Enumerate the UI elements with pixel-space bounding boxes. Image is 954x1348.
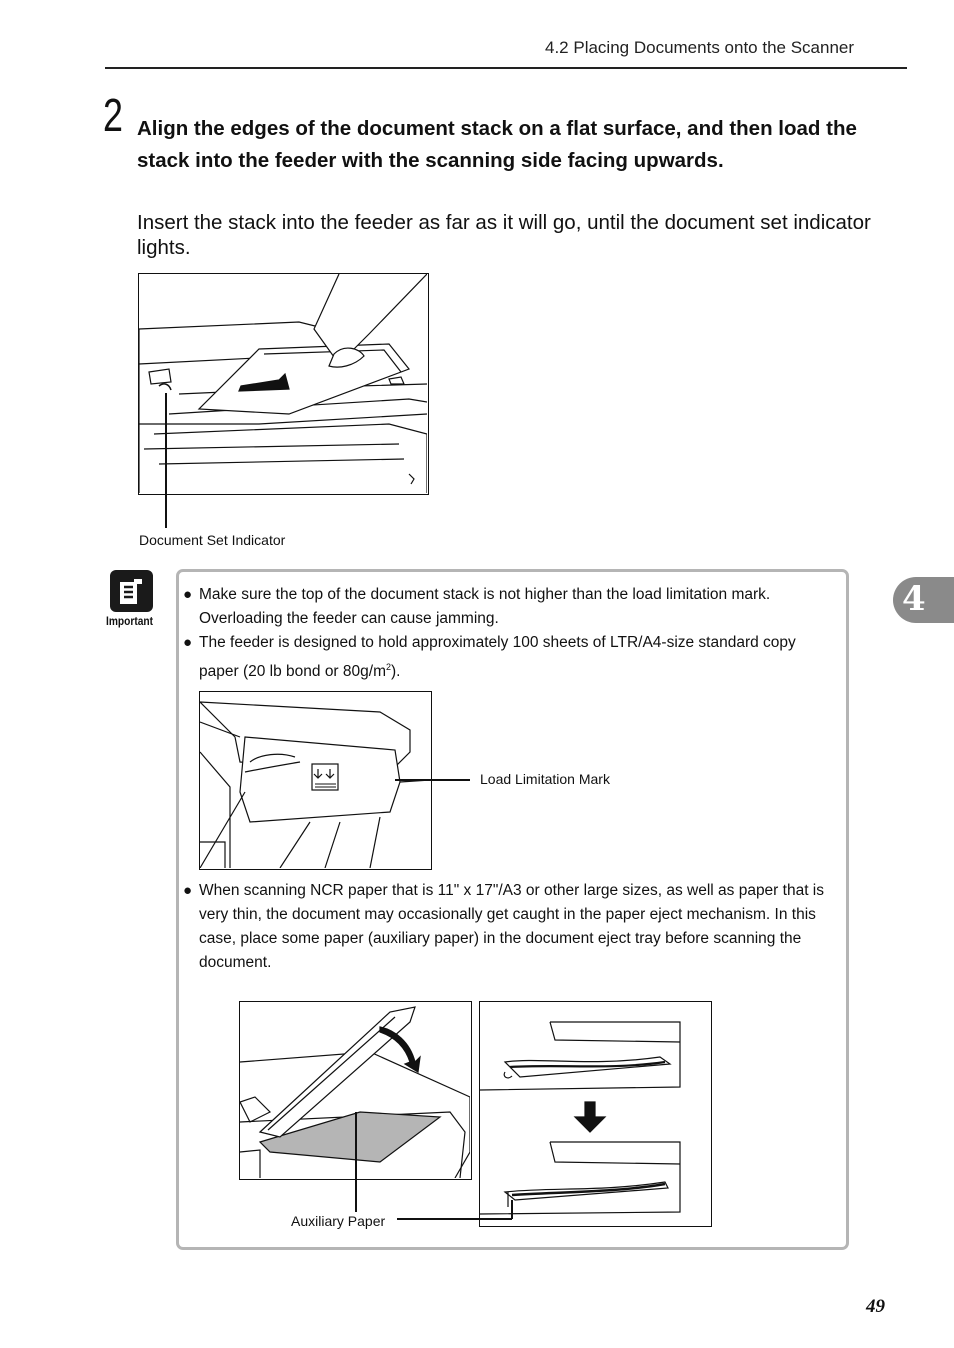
superscript: 2 (385, 662, 391, 672)
auxiliary-paper-label: Auxiliary Paper (291, 1213, 386, 1229)
important-bullet-3 (183, 879, 839, 975)
bullet-2-end: ). (391, 663, 401, 681)
bullet-dot-icon: ● (183, 882, 193, 899)
important-label: Important (106, 614, 154, 628)
important-bullet-2 (183, 631, 839, 684)
step-body: Insert the stack into the feeder as far as it will go, until the document set indicator lights. (137, 211, 871, 259)
important-hand-icon (110, 570, 153, 612)
aux-leader-vertical-right (511, 1200, 513, 1219)
chapter-tab (893, 577, 954, 623)
aux-leader-vertical-left (355, 1112, 357, 1212)
document-set-indicator-label: Document Set Indicator (139, 532, 286, 548)
aux-leader-horizontal (397, 1218, 512, 1220)
important-bullet-1 (183, 583, 839, 631)
eject-tray-sideview-figure (479, 1001, 712, 1227)
scanner-feeder-figure (138, 273, 429, 495)
header-rule (105, 67, 907, 69)
bullet-1-text: Make sure the top of the document stack is not higher than the load limitation mark. Overloading the feeder can cause jamming. (199, 586, 771, 627)
step-heading: Align the edges of the document stack on a flat surface, and then load the stack into the feeder with the scanning side facing upwards. (137, 117, 857, 172)
step-number: 2 (103, 89, 123, 141)
bullet-dot-icon: ● (183, 586, 193, 603)
bullet-2-text: The feeder is designed to hold approximately 100 sheets of LTR/A4-size standard copy paper (20 lb bond or 80g/m (199, 634, 796, 681)
section-header: 4.2 Placing Documents onto the Scanner (545, 38, 855, 57)
load-limitation-figure (199, 691, 432, 870)
indicator-leader-line (165, 393, 167, 528)
bullet-3-text: When scanning NCR paper that is 11" x 17"/A3 or other large sizes, as well as paper that is very thin, the document may occasionally get caught in the paper eject mechanism. In this case, place some paper (auxiliary paper) in the document eject tray before scanning the document. (199, 882, 825, 971)
chapter-number: 4 (902, 579, 926, 619)
page-number: 49 (866, 1296, 885, 1317)
load-limit-leader-line (395, 779, 470, 781)
bullet-dot-icon: ● (183, 634, 193, 651)
load-limitation-mark-label: Load Limitation Mark (480, 771, 610, 787)
